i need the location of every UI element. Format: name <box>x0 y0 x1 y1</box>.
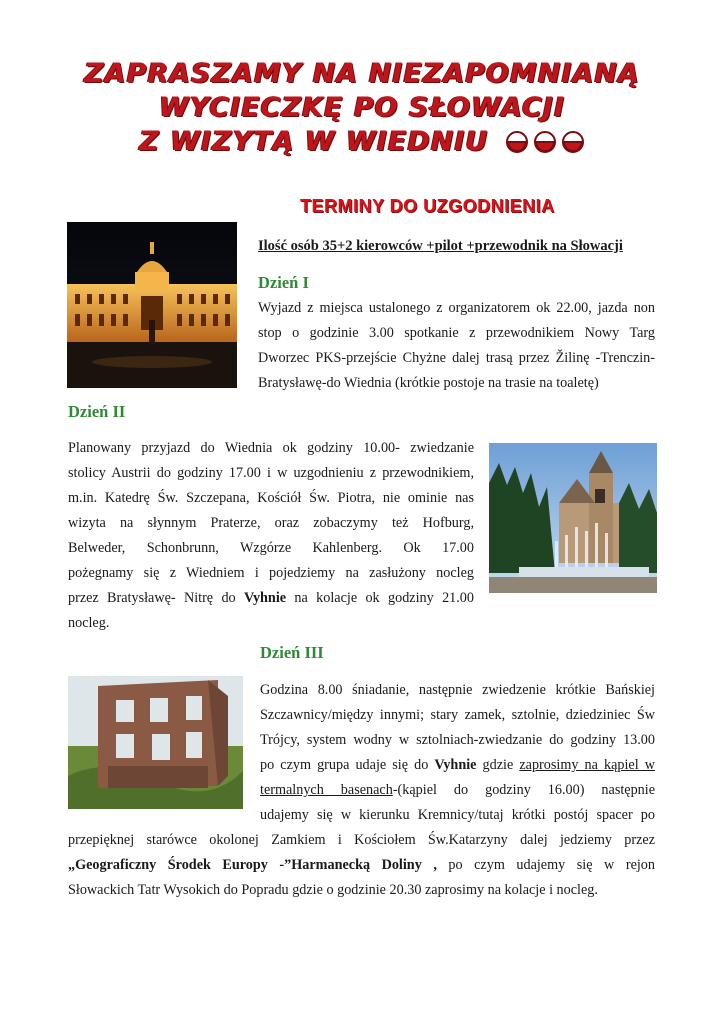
group-size-info: Ilość osób 35+2 kierowców +pilot +przewodnik na Słowacji <box>258 238 623 254</box>
day-3-line: udajemy się w kierunku Kremnicy/tutaj krótki postój spacer po <box>260 807 655 823</box>
day-2-line: stolicy Austrii do godziny 17.00 i w uzgodnieniu z przewodnikiem, <box>68 465 474 481</box>
geographic-center-highlight: „Geograficzny Środek Europy -”Harmanecką Doliny , <box>68 857 437 873</box>
smiley-icon <box>563 132 583 152</box>
day-3-text-segment: gdzie <box>476 757 520 773</box>
day-3-line: Szczawnicy/między innymi; stary zamek, sztolnie, dziedziniec Św <box>260 707 655 723</box>
title-line-3 <box>0 126 724 162</box>
thermal-bath-underline: termalnych basenach <box>260 782 393 798</box>
day-2-text <box>68 436 474 636</box>
day-2-line: Planowany przyjazd do Wiednia ok godziny 10.00- zwiedzanie <box>68 440 474 456</box>
day-2-text-segment: przez Bratysławę- Nitrę do <box>68 590 244 606</box>
cathedral-fountain-photo <box>489 443 657 593</box>
day-2-line: pożegnamy się z Wiedniem i pojedziemy na zasłużony nocleg <box>68 565 474 581</box>
title-line-3-text: Z WIZYTĄ W WIEDNIU <box>139 126 489 157</box>
day-3-text-lower <box>68 828 655 903</box>
day-3-text-segment: po czym grupa udaje się do <box>260 757 435 773</box>
day-2-line: m.in. Katedrę Św. Szczepana, Kościół Św. Piotra, nie ominie nas <box>68 490 474 506</box>
day-3-line <box>260 753 655 778</box>
day-1-line: Wyjazd z miejsca ustalonego z organizatorem ok 22.00, jazda non <box>258 300 655 316</box>
thermal-bath-underline: zaprosimy na kąpiel w <box>519 757 655 773</box>
dates-subtitle: TERMINY DO UZGODNIENIA <box>300 196 555 216</box>
smiley-icon <box>535 132 555 152</box>
title-line-2: WYCIECZKĘ PO SŁOWACJI <box>158 92 566 123</box>
day-1-text <box>258 296 655 396</box>
day-2-line <box>68 586 474 611</box>
day-3-heading: Dzień III <box>260 643 324 662</box>
day-3-line: Godzina 8.00 śniadanie, następnie zwiedzenie krótkie Bańskiej <box>260 682 655 698</box>
day-2-line: Belweder, Schonbrunn, Wzgórze Kahlenberg. Ok 17.00 <box>68 540 474 556</box>
day-2-line: nocleg. <box>68 615 110 631</box>
smiley-icons <box>505 130 585 162</box>
vyhnie-highlight: Vyhnie <box>434 757 477 773</box>
day-2-line: wizyta na słynnym Praterze, oraz zobaczymy też Hofburg, <box>68 515 474 531</box>
hofburg-night-photo <box>67 222 237 388</box>
day-1-line: Dworzec PKS-przejście Chyżne dalej trasą przez Žilinę -Trenczin- <box>258 350 655 366</box>
day-3-line <box>260 778 655 803</box>
smiley-icon <box>507 132 527 152</box>
vyhnie-highlight: Vyhnie <box>244 590 287 606</box>
castle-ruins-photo <box>68 676 243 809</box>
title-line-1: ZAPRASZAMY NA NIEZAPOMNIANĄ <box>84 58 640 89</box>
day-1-line: Bratysławę-do Wiednia (krótkie postoje na trasie na toaletę) <box>258 375 599 391</box>
day-3-line: Trójcy, system wodny w sztolniach-zwiedzanie do godziny 13.00 <box>260 732 655 748</box>
day-2-heading: Dzień II <box>68 402 126 421</box>
day-3-line: Słowackich Tatr Wysokich do Popradu gdzie o godzinie 20.30 zaprosimy na kolacje i nocleg. <box>68 882 598 898</box>
day-1-heading: Dzień I <box>258 273 309 292</box>
day-1-line: stop o godzinie 3.00 spotkanie z przewodnikiem Nowy Targ <box>258 325 655 341</box>
day-3-text-segment: po czym udajemy się w rejon <box>436 857 655 873</box>
day-3-text-segment: -(kąpiel do godziny 16.00) następnie <box>392 782 656 798</box>
day-3-line <box>68 853 655 878</box>
day-2-text-segment: na kolacje ok godziny 21.00 <box>286 590 474 606</box>
day-3-text-upper <box>260 678 655 828</box>
day-3-line: przepięknej starówce okolonej Zamkiem i Kościołem Św.Katarzyny dalej jedziemy przez <box>68 832 655 848</box>
